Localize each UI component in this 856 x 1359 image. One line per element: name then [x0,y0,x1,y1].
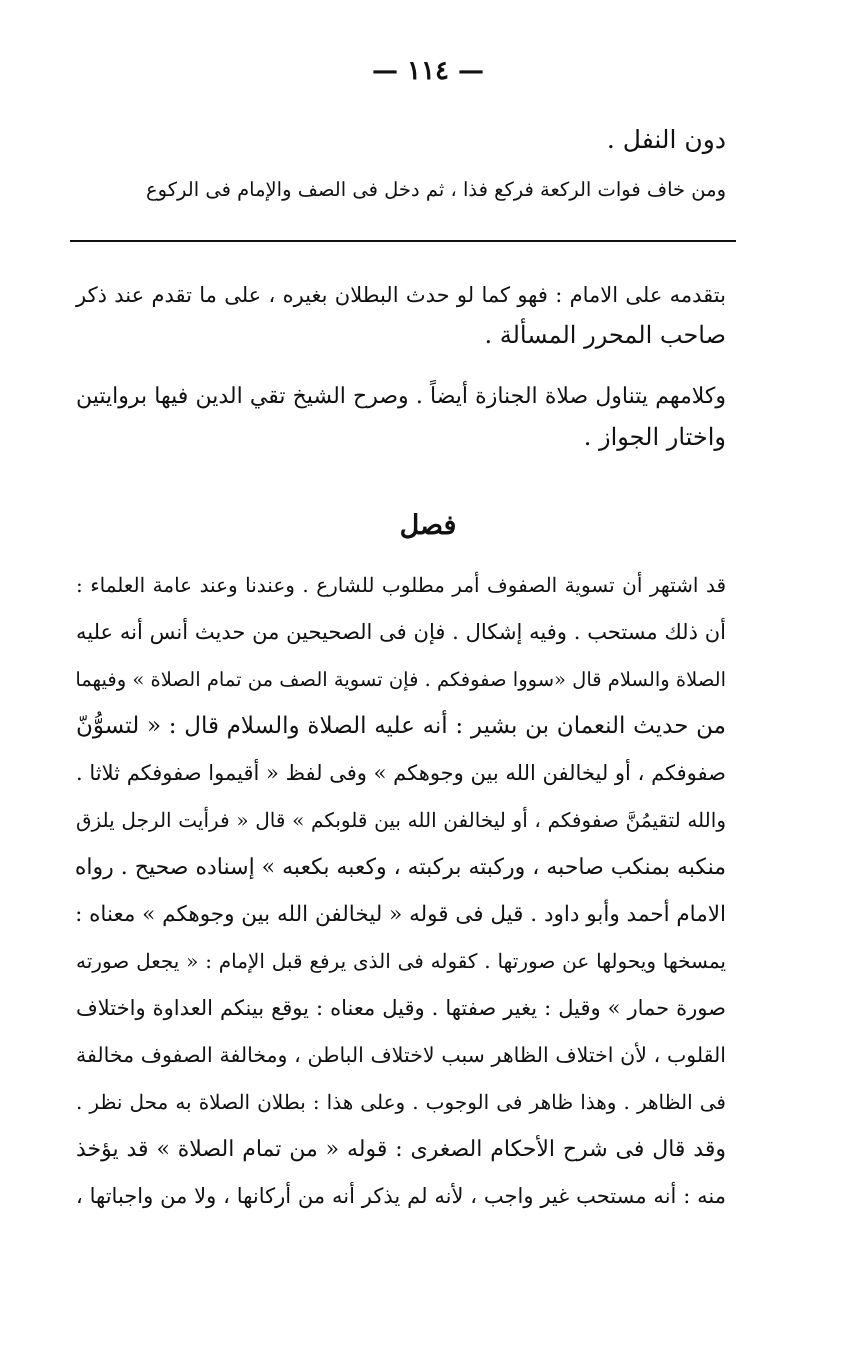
top-text-line-2 [136,170,726,210]
text-line: من حديث النعمان بن بشير : أنه عليه الصلاة والسلام قال : « لتسوُّنّ [76,713,726,739]
text-line: أن ذلك مستحب . وفيه إشكال . فإن فى الصحيحين من حديث أنس أنه عليه [76,620,726,644]
body-text [76,562,726,1220]
text-line: فى الظاهر . وهذا ظاهر فى الوجوب . وعلى هذا : بطلان الصلاة به محل نظر . [76,1090,726,1114]
section-title: فصل [399,510,457,541]
text-line: قد اشتهر أن تسوية الصفوف أمر مطلوب للشارع . وعندنا وعند عامة العلماء : [76,573,726,597]
text-line: صفوفكم ، أو ليخالفن الله بين وجوهكم » وفى لفظ « أقيموا صفوفكم ثلاثا . [76,761,726,785]
text-line: الامام أحمد وأبو داود . قيل فى قوله « ليخالفن الله بين وجوهكم » معناه : [75,902,726,927]
text-line: منه : أنه مستحب غير واجب ، لأنه لم يذكر أنه من أركانها ، ولا من واجباتها ، [76,1184,726,1208]
footnote-paragraph [76,275,726,355]
footnote-block [76,275,726,479]
text-line: والله لتقيمُنَّ صفوفكم ، أو ليخالفن الله بين قلوبكم » قال « فرأيت الرجل يلزق [76,808,726,832]
text-line: دون النفل . [606,125,726,154]
text-line: يمسخها ويحولها عن صورتها . كقوله فى الذى يرفع قبل الإمام : « يجعل صورته [76,949,726,973]
text-line: صورة حمار » وقيل : يغير صفتها . وقيل معناه : يوقع بينكم العداوة واختلاف [76,996,726,1020]
text-line: الصلاة والسلام قال «سووا صفوفكم . فإن تسوية الصف من تمام الصلاة » وفيهما [75,668,726,691]
text-line: القلوب ، لأن اختلاف الظاهر سبب لاختلاف الباطن ، ومخالفة الصفوف مخالفة [76,1043,726,1067]
text-line: بتقدمه على الامام : فهو كما لو حدث البطلان بغيره ، على ما تقدم عند ذكر [76,283,726,307]
top-text [136,120,726,160]
text-line: منكبه بمنكب صاحبه ، وركبته بركبته ، وكعبه بكعبه » إسناده صحيح . رواه [74,855,726,880]
text-line: صاحب المحرر المسألة . [484,321,726,349]
footnote-paragraph [76,377,726,457]
page-number: — ١١٤ — [371,56,485,86]
text-line: وقد قال فى شرح الأحكام الصغرى : قوله « من تمام الصلاة » قد يؤخذ [76,1137,726,1162]
text-line: واختار الجواز . [583,423,726,451]
text-line: ومن خاف فوات الركعة فركع فذا ، ثم دخل فى الصف والإمام فى الركوع [146,178,726,201]
footnote-divider [70,240,736,242]
text-line: وكلامهم يتناول صلاة الجنازة أيضاً . وصرح الشيخ تقي الدين فيها بروايتين [76,384,726,409]
